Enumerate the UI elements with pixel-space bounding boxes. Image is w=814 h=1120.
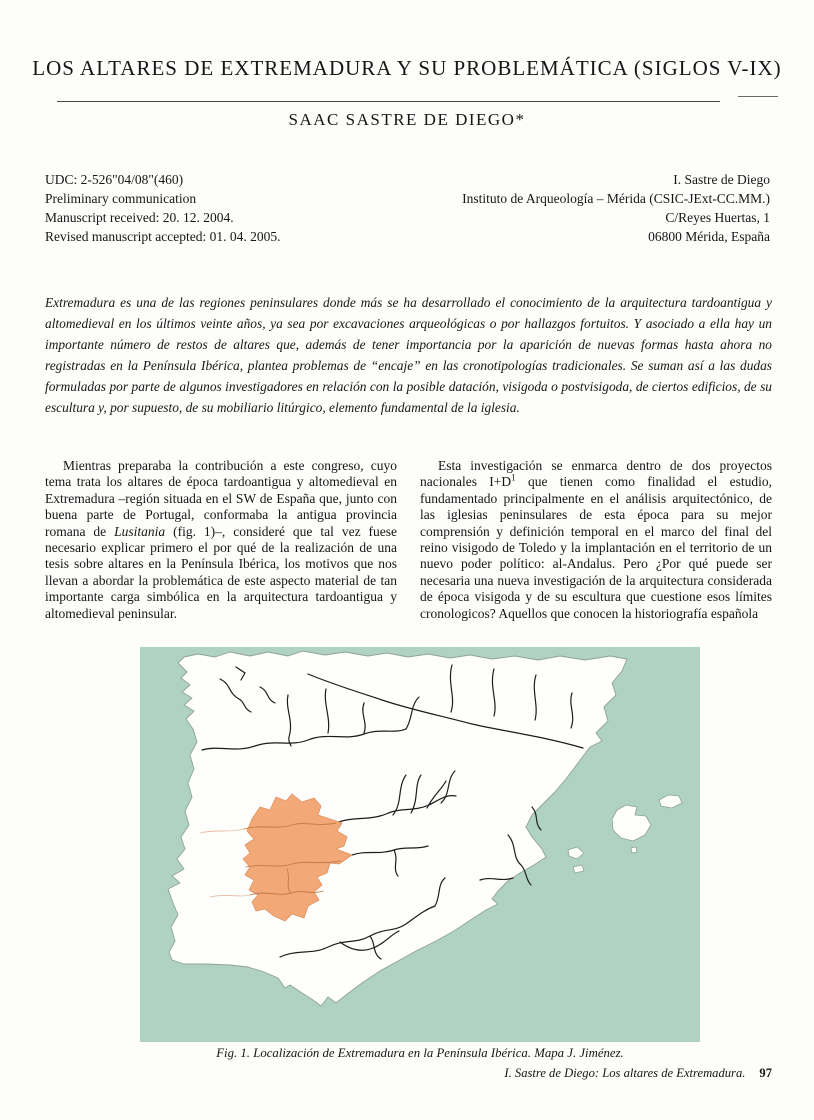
communication-type: Preliminary communication [45, 191, 197, 206]
author-name: SAAC SASTRE DE DIEGO* [288, 110, 526, 129]
publication-metadata [45, 170, 280, 246]
abstract-text: Extremadura es una de las regiones peninsulares donde más se ha desarrollado el conocimiento de la arquitectura tardoantigua y altomedieval en los últimos veinte años, ya sea por excavaciones arqueológicas o por hallazgos fortuitos. Y asociado a ella hay un importante número de restos de altares que, además de tener importancia por la aparición de nuevas formas hasta ahora no registradas en la Península Ibérica, plantea problemas de “encaje” en las cronotipologías tradicionales. Se suman así a las dudas formuladas por parte de algunos investigadores en relación con la posible datación, visigoda o postvisigoda, de ciertos edificios, de su escultura y, por supuesto, de su mobiliario litúrgico, elemento fundamental de la iglesia. [45, 295, 772, 415]
body-columns [45, 458, 772, 622]
right-paragraph-text-cont: que tienen como finalidad el estudio, fundamentado principalmente en el análisis arquitectónico, de las iglesias peninsulares de esta época para su mejor comprensión y definición temporal en el marco del final del reino visigodo de Toledo y la implantación en el territorio de un nuevo poder político: al-Andalus. Pero ¿Por qué puede ser necesaria una nueva investigación de la arquitectura considerada de época visigoda y de su escultura que cuestione esos límites cronologicos? Aquellos que conocen la historiografía española [420, 474, 772, 621]
left-paragraph-text: Mientras preparaba la contribución a este congreso, cuyo tema trata los altares de época tardoantigua y altomedieval en Extremadura –región situada en el SW de España que, junto con buena parte de Portugal, conformaba la antigua provincia romana de [45, 458, 397, 539]
running-footer-text: I. Sastre de Diego: Los altares de Extremadura. [504, 1066, 746, 1080]
affiliation-street: C/Reyes Huertas, 1 [665, 210, 770, 225]
figure-iberia-map [140, 647, 700, 1042]
affiliation-city: 06800 Mérida, España [648, 229, 770, 244]
title-divider-dash [738, 96, 778, 97]
latin-term: Lusitania [114, 523, 166, 539]
affiliation-author: I. Sastre de Diego [673, 172, 770, 187]
cabrera-island [631, 847, 637, 853]
page-number: 97 [759, 1066, 772, 1080]
left-column-paragraph [45, 458, 397, 622]
page-footer [504, 1066, 772, 1081]
author-affiliation [462, 170, 770, 246]
right-column-paragraph [420, 458, 772, 622]
manuscript-received: Manuscript received: 20. 12. 2004. [45, 210, 234, 225]
manuscript-accepted: Revised manuscript accepted: 01. 04. 2005. [45, 229, 281, 244]
left-paragraph-text-cont: (fig. 1)–, consideré que tal vez fuese necesario explicar primero el por qué de la realización de una tesis sobre altares en la Península Ibérica, los motivos que nos llevan a abordar la problemática de este aspecto material de tan importante carga simbólica en la arquitectura tardoantigua y altomedieval peninsular. [45, 523, 397, 621]
title-divider [57, 101, 720, 102]
article-title: LOS ALTARES DE EXTREMADURA Y SU PROBLEMÁTICA (SIGLOS V-IX) [32, 56, 782, 80]
right-paragraph-text: Esta investigación se enmarca dentro de dos proyectos nacionales I+D [420, 458, 772, 490]
udc-line: UDC: 2-526"04/08"(460) [45, 172, 184, 187]
affiliation-institute: Instituto de Arqueología – Mérida (CSIC-JExt-CC.MM.) [462, 191, 770, 206]
figure-caption: Fig. 1. Localización de Extremadura en la Península Ibérica. Mapa J. Jiménez. [216, 1046, 624, 1060]
iberia-map-svg [140, 647, 700, 1042]
footnote-marker: 1 [511, 472, 516, 483]
